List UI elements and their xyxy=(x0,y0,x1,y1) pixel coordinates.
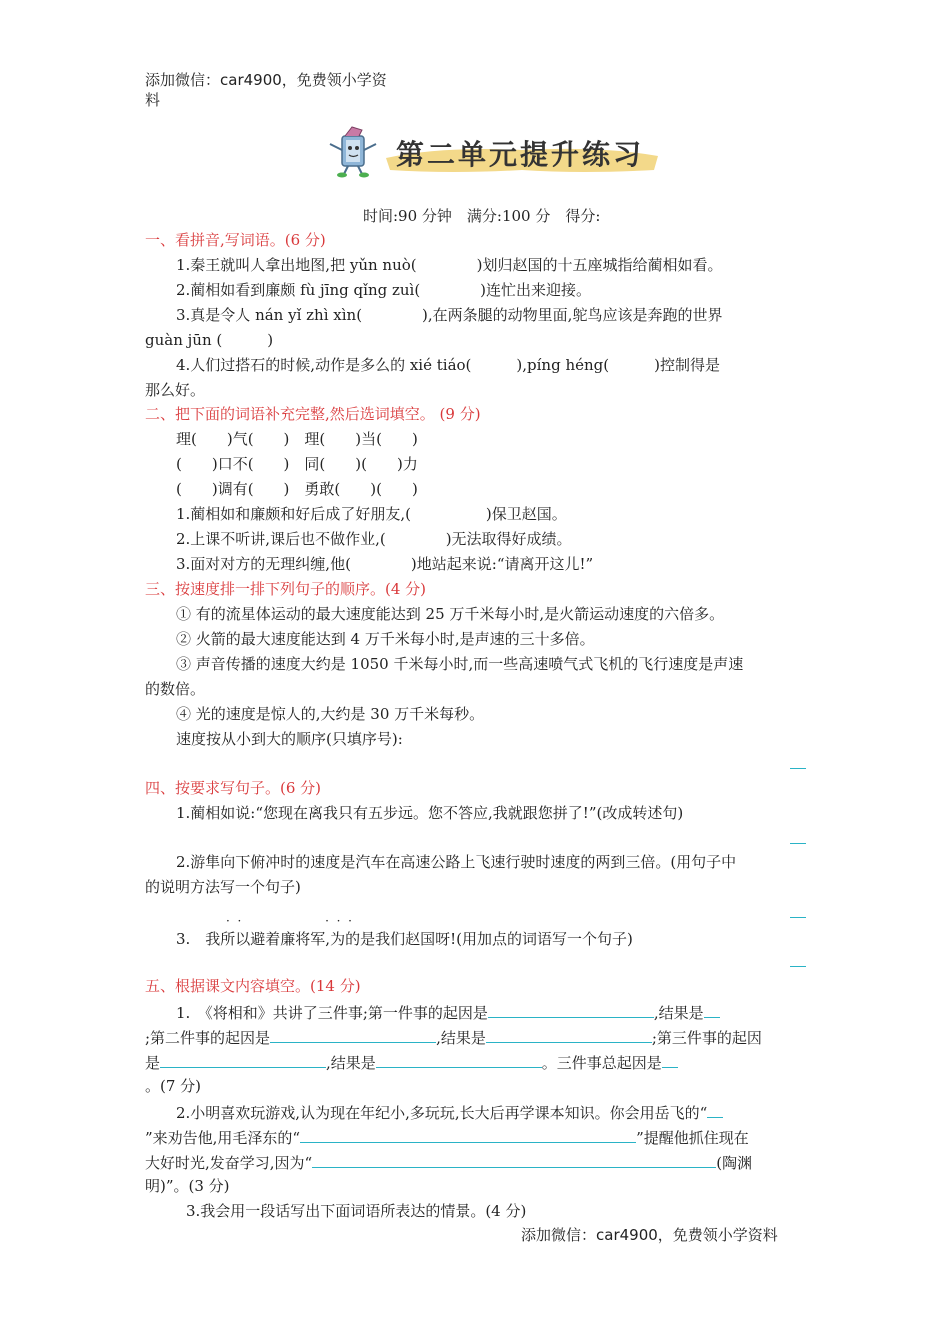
s4-q2b: 的说明方法写一个句子) xyxy=(145,878,301,896)
s3-c2: 的数倍。 xyxy=(145,680,206,698)
fill-blank[interactable] xyxy=(707,1099,723,1118)
section4-heading: 四、按要求写句子。(6 分) xyxy=(145,779,322,797)
s2-q2: 2.上课不听讲,课后也不做作业,( )无法取得好成绩。 xyxy=(176,530,572,548)
section2-heading: 二、把下面的词语补充完整,然后选词填空。 (9 分) xyxy=(145,405,481,423)
answer-line[interactable] xyxy=(790,917,806,918)
answer-line[interactable] xyxy=(790,768,806,769)
s5-line5: 2.小明喜欢玩游戏,认为现在年纪小,多玩玩,长大后再学课本知识。你会用岳飞的“ xyxy=(176,1099,723,1125)
s1-q4b: 那么好。 xyxy=(145,381,206,399)
s3-c1: ③ 声音传播的速度大约是 1050 千米每小时,而一些高速喷气式飞机的飞行速度是声速 xyxy=(176,655,744,673)
fill-blank[interactable] xyxy=(270,1024,436,1043)
s5-line2: ;第二件事的起因是 ,结果是 ;第三件事的起因 xyxy=(145,1024,762,1050)
watermark-top: 添加微信：car4900，免费领小学资 料 xyxy=(145,71,387,109)
fill-blank[interactable] xyxy=(662,1049,678,1068)
s5-line3: 是 ,结果是 。三件事总起因是 xyxy=(145,1049,678,1075)
s4-q3: 3. 我所以避着廉将军,为的是我们赵国呀!(用加点的词语写一个句子) xyxy=(176,930,633,948)
s1-q1: 1.秦王就叫人拿出地图,把 yǔn nuò( )划归赵国的十五座城指给蔺相如看。 xyxy=(176,256,723,274)
book-mascot-icon xyxy=(322,124,384,178)
s3-a: ① 有的流星体运动的最大速度能达到 25 万千米每小时,是火箭运动速度的六倍多。 xyxy=(176,605,725,623)
s5-line8: 明)”。(3 分) xyxy=(145,1177,230,1195)
section1-heading: 一、看拼音,写词语。(6 分) xyxy=(145,231,326,249)
fill-blank[interactable] xyxy=(312,1149,716,1168)
s2-row1: 理( )气( ) 理( )当( ) xyxy=(176,430,418,448)
s5-line6: ”来劝告他,用毛泽东的“ ”提醒他抓住现在 xyxy=(145,1124,749,1150)
section5-heading: 五、根据课文内容填空。(14 分) xyxy=(145,977,361,995)
s3-order: 速度按从小到大的顺序(只填序号): xyxy=(176,730,403,748)
fill-blank[interactable] xyxy=(376,1049,542,1068)
fill-blank[interactable] xyxy=(704,999,720,1018)
s4-q2a: 2.游隼向下俯冲时的速度是汽车在高速公路上飞速行驶时速度的两到三倍。(用句子中 xyxy=(176,853,737,871)
emphasis-dots: · · · · · xyxy=(226,914,352,928)
answer-line[interactable] xyxy=(790,843,806,844)
s5-line9: 3.我会用一段话写出下面词语所表达的情景。(4 分) xyxy=(186,1202,527,1220)
s2-q1: 1.蔺相如和廉颇和好后成了好朋友,( )保卫赵国。 xyxy=(176,505,567,523)
s2-q3: 3.面对对方的无理纠缠,他( )地站起来说:“请离开这儿!” xyxy=(176,555,594,573)
s2-row2: ( )口不( ) 同( )( )力 xyxy=(176,455,418,473)
s5-line4: 。(7 分) xyxy=(145,1077,202,1095)
answer-line[interactable] xyxy=(790,966,806,967)
s1-q3a: 3.真是令人 nán yǐ zhì xìn( ),在两条腿的动物里面,鸵鸟应该是奔跑的世界 xyxy=(176,306,723,324)
fill-blank[interactable] xyxy=(486,1024,652,1043)
s2-row3: ( )调有( ) 勇敢( )( ) xyxy=(176,480,418,498)
s1-q4a: 4.人们过搭石的时候,动作是多么的 xié tiáo( ),píng héng( )控制得是 xyxy=(176,356,720,374)
s5-line1: 1. 《将相和》共讲了三件事;第一件事的起因是 ,结果是 xyxy=(176,999,720,1025)
exam-info: 时间:90 分钟 满分:100 分 得分: xyxy=(363,207,601,225)
s3-d: ④ 光的速度是惊人的,大约是 30 万千米每秒。 xyxy=(176,705,485,723)
title-banner xyxy=(382,136,660,174)
watermark-bottom: 添加微信：car4900，免费领小学资料 xyxy=(521,1226,778,1244)
s1-q3b: guàn jūn ( ) xyxy=(145,331,274,349)
s4-q1: 1.蔺相如说:“您现在离我只有五步远。您不答应,我就跟您拼了!”(改成转述句) xyxy=(176,804,684,822)
s5-line7: 大好时光,发奋学习,因为“ (陶渊 xyxy=(145,1149,752,1175)
fill-blank[interactable] xyxy=(300,1124,636,1143)
page-title: 第二单元提升练习 xyxy=(396,138,645,171)
s1-q2: 2.蔺相如看到廉颇 fù jīng qǐng zuì( )连忙出来迎接。 xyxy=(176,281,592,299)
fill-blank[interactable] xyxy=(160,1049,326,1068)
fill-blank[interactable] xyxy=(488,999,654,1018)
s3-b: ② 火箭的最大速度能达到 4 万千米每小时,是声速的三十多倍。 xyxy=(176,630,595,648)
section3-heading: 三、按速度排一排下列句子的顺序。(4 分) xyxy=(145,580,427,598)
